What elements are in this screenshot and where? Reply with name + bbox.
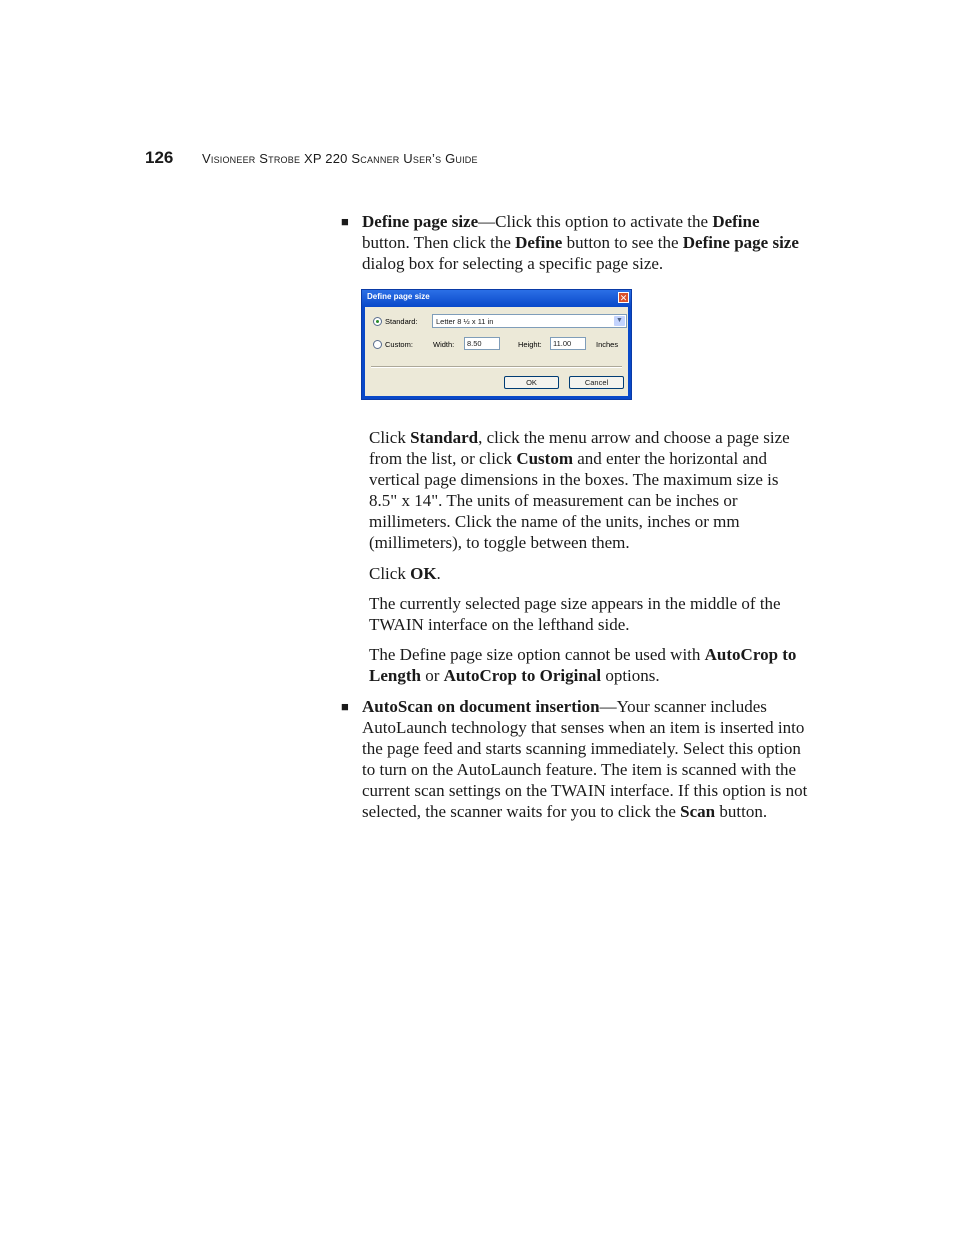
height-value: 11.00 <box>553 339 572 348</box>
text-run: button to see the <box>562 233 683 252</box>
text-run: Click <box>369 428 411 447</box>
custom-radio[interactable] <box>373 340 382 349</box>
height-field[interactable] <box>550 337 586 350</box>
cancel-button[interactable]: Cancel <box>569 376 624 389</box>
standard-radio[interactable] <box>373 317 382 326</box>
text-run: button. Then click the <box>362 233 516 252</box>
text-run: The Define page size option cannot be used with <box>369 645 705 664</box>
standard-size-value: Letter 8 ½ x 11 in <box>436 317 494 326</box>
term-autocrop-to-length: AutoCrop to Length <box>369 645 797 685</box>
text-run: or <box>420 666 444 685</box>
dialog-body <box>362 307 631 399</box>
dialog-title: Define page size <box>367 292 430 301</box>
bullet-text <box>362 211 811 274</box>
text-run: . <box>436 564 441 583</box>
click-ok-paragraph <box>369 563 809 584</box>
units-toggle[interactable]: Inches <box>596 340 619 349</box>
standard-label: Standard: <box>385 317 418 326</box>
running-title: Visioneer Strobe XP 220 Scanner User’s Guide <box>202 151 478 166</box>
page-number: 126 <box>145 148 174 167</box>
width-value: 8.50 <box>467 339 482 348</box>
text-run: —Click this option to activate the <box>478 212 713 231</box>
height-label: Height: <box>518 340 542 349</box>
text-run: dialog box for selecting a specific page size. <box>362 254 664 273</box>
term-define: Define <box>515 233 563 252</box>
standard-custom-paragraph <box>369 427 809 553</box>
bullet-text <box>362 696 811 822</box>
term-scan: Scan <box>680 802 716 821</box>
term-custom: Custom <box>516 449 573 468</box>
custom-label: Custom: <box>385 340 413 349</box>
selected-size-paragraph: The currently selected page size appears in the middle of the TWAIN interface on the lefthand side. <box>369 594 781 634</box>
bullet-define-page-size <box>341 211 811 274</box>
bullet-autoscan <box>341 696 811 822</box>
term-autoscan: AutoScan on document insertion <box>362 697 600 716</box>
text-run: Click <box>369 564 411 583</box>
close-icon[interactable]: ✕ <box>619 293 628 303</box>
width-label: Width: <box>433 340 455 349</box>
bullet-icon: ■ <box>341 699 349 714</box>
term-autocrop-to-original: AutoCrop to Original <box>443 666 602 685</box>
autocrop-note-paragraph <box>369 644 809 686</box>
bullet-icon: ■ <box>341 214 349 229</box>
text-run: , click the menu arrow and choose a page size from the list, or click <box>369 428 790 468</box>
term-define: Define <box>712 212 760 231</box>
standard-size-select[interactable] <box>432 314 627 328</box>
term-define-page-size-dialog: Define page size <box>682 233 799 252</box>
text-run: button. <box>715 802 768 821</box>
define-page-size-dialog <box>361 289 632 400</box>
term-standard: Standard <box>410 428 479 447</box>
text-run: and enter the horizontal and vertical page dimensions in the boxes. The maximum size is 8.5" x 14". The units of measurement can be inches or millimeters. Click the name of the units, inches or mm (millimeters), to toggle between them. <box>369 449 779 552</box>
width-field[interactable] <box>464 337 500 350</box>
term-ok: OK <box>410 564 437 583</box>
chevron-down-icon[interactable]: ▼ <box>614 316 625 326</box>
divider <box>371 366 622 368</box>
dialog-titlebar <box>362 290 631 307</box>
term-define-page-size: Define page size <box>362 212 479 231</box>
ok-button[interactable]: OK <box>504 376 559 389</box>
text-run: —Your scanner includes AutoLaunch technology that senses when an item is inserted into the page feed and starts scanning immediately. Select this option to turn on the AutoLaunch feature. The item is scanned with the current scan settings on the TWAIN interface. If this option is not selected, the scanner waits for you to click the <box>362 697 808 821</box>
text-run: options. <box>601 666 660 685</box>
